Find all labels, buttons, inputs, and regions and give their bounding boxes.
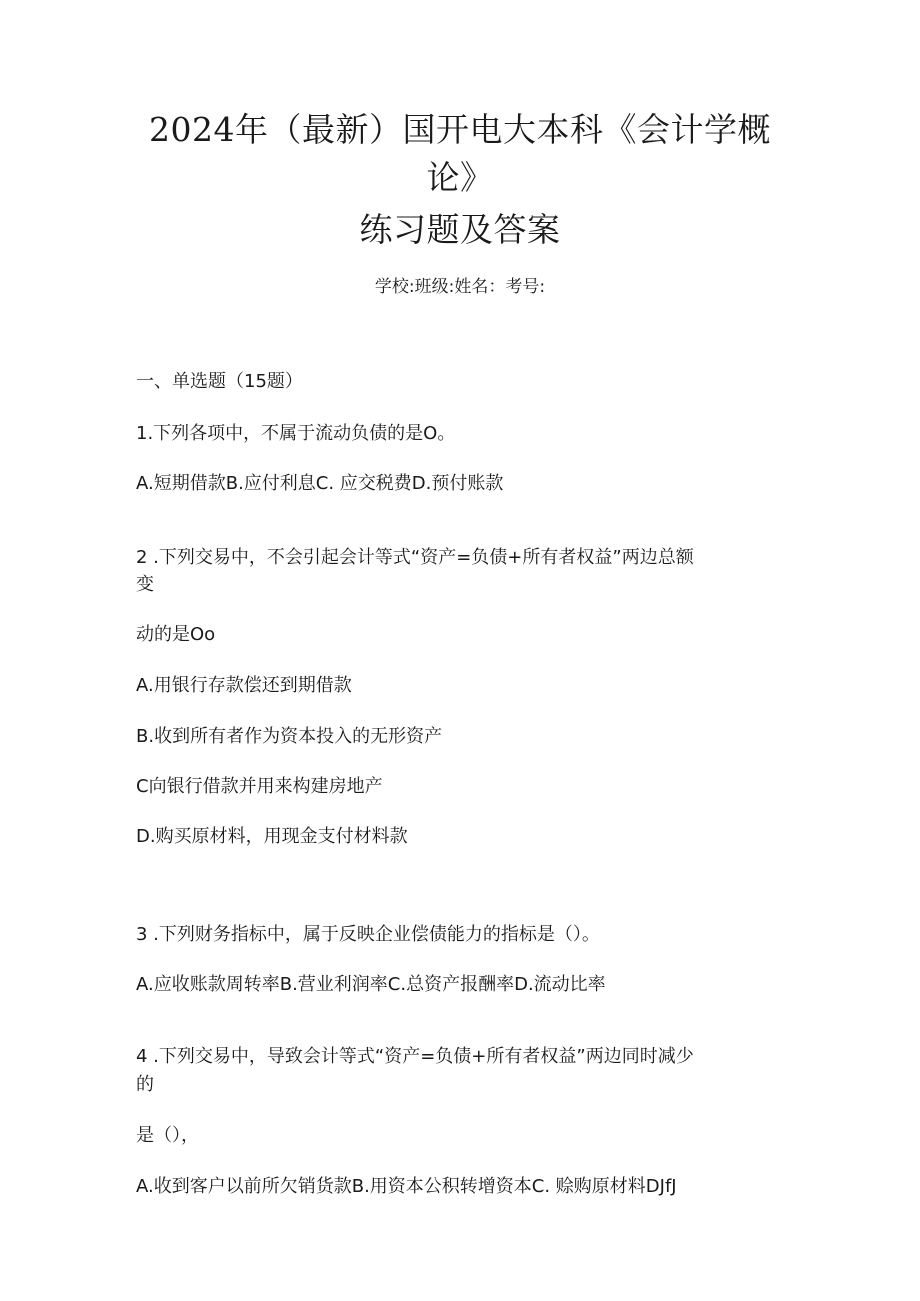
question-2-text-line-1: 2 .下列交易中，不会引起会计等式“资产=负债+所有者权益”两边总额 — [136, 547, 694, 568]
question-2-option-c: C向银行借款并用来构建房地产 — [136, 776, 383, 797]
question-2-text-line-2: 变 — [136, 574, 154, 595]
section-heading: 一、单选题（15题） — [136, 371, 303, 392]
question-2-option-b: B.收到所有者作为资本投入的无形资产 — [136, 726, 443, 747]
question-2-option-d: D.购买原材料，用现金支付材料款 — [136, 826, 408, 847]
question-3-options: A.应收账款周转率B.营业利润率C.总资产报酬率D.流动比率 — [136, 974, 606, 995]
document-title-line-3: 练习题及答案 — [359, 210, 561, 249]
question-4-text-line-3: 是（）， — [136, 1125, 199, 1146]
student-info-line: 学校:班级:姓名：考号: — [374, 277, 546, 297]
document-title-line-2: 论》 — [426, 158, 494, 197]
question-4-options: A.收到客户以前所欠销货款B.用资本公积转增资本C. 赊购原材料DJfJ — [136, 1176, 677, 1197]
question-2-text-line-3: 动的是Oo — [136, 624, 216, 645]
question-4-text-line-2: 的 — [136, 1074, 154, 1095]
document-title-line-1: 2024年（最新）国开电大本科《会计学概 — [149, 110, 771, 149]
question-1-options: A.短期借款B.应付利息C. 应交税费D.预付账款 — [136, 473, 504, 494]
question-1-text: 1.下列各项中，不属于流动负债的是O。 — [136, 423, 456, 444]
question-3-text: 3 .下列财务指标中，属于反映企业偿债能力的指标是（）。 — [136, 924, 600, 945]
question-2-option-a: A.用银行存款偿还到期借款 — [136, 675, 352, 696]
question-4-text-line-1: 4 .下列交易中，导致会计等式“资产=负债+所有者权益”两边同时减少 — [136, 1046, 694, 1067]
